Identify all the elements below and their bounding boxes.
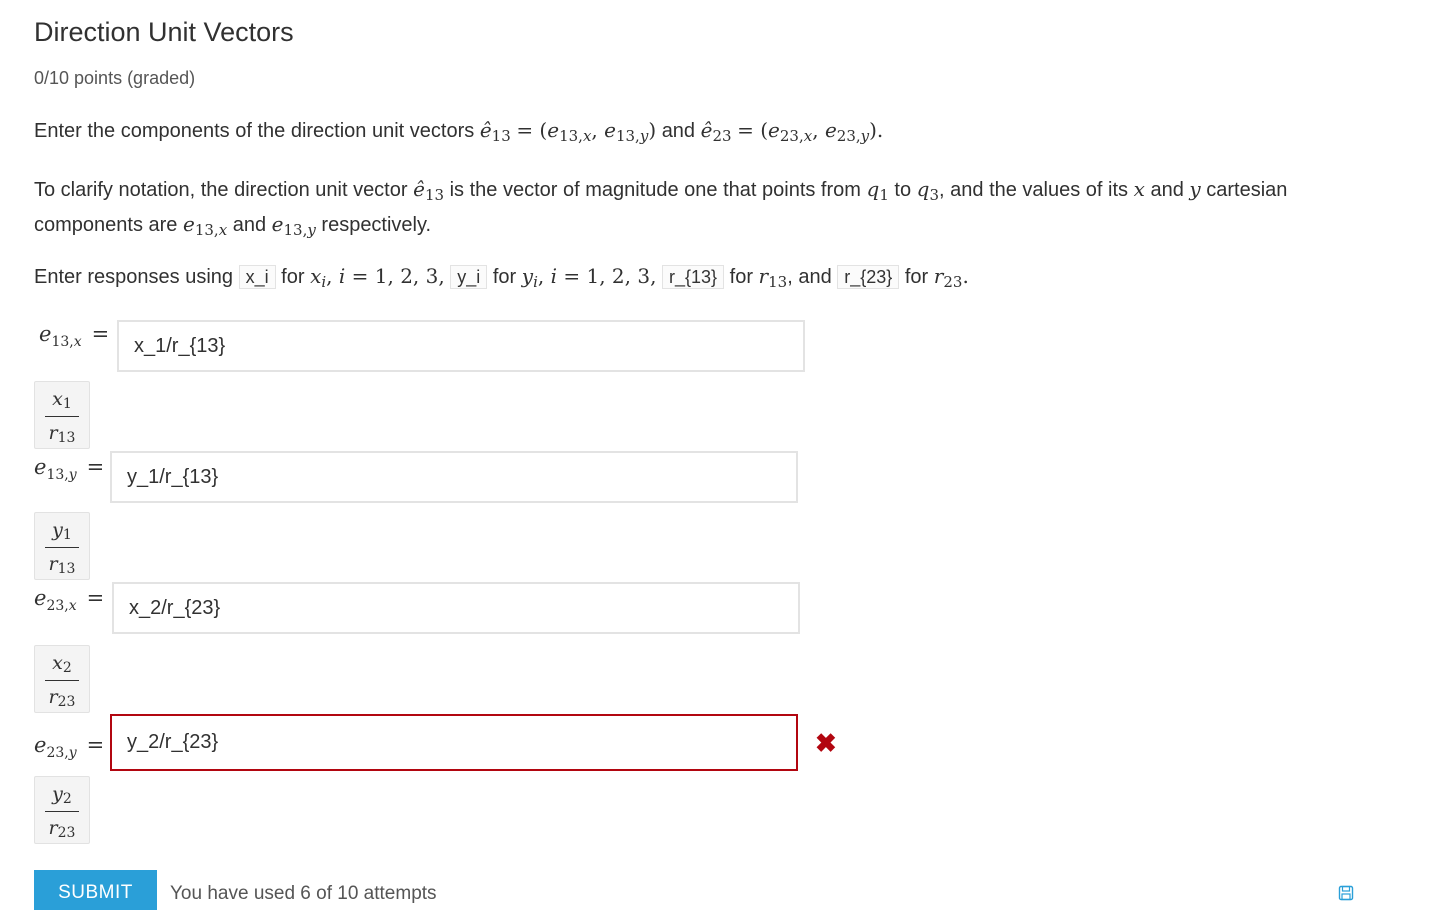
math-preview: $y_1$ $r_{13}$: [34, 512, 90, 580]
submit-button[interactable]: SUBMIT: [34, 870, 157, 910]
attempts-status: You have used 6 of 10 attempts: [170, 883, 437, 904]
label-e13y: $e_{13,y}$ =: [34, 455, 105, 483]
notation-paragraph: To clarify notation, the direction unit vector $ê_{13}$ is the vector of magnitude one that points from $q_1$ to $q_3$, and the values of its x and y cartesian components are $e_{13,x}$ and $e_{13,y}$ respectively.: [34, 177, 1288, 239]
save-icon[interactable]: [1338, 885, 1354, 901]
problem-title: Direction Unit Vectors: [34, 17, 294, 47]
answer-input-e13y[interactable]: y_1/r_{13}: [110, 451, 798, 503]
close-icon: ✖: [815, 728, 837, 758]
code-r-13: r_{13}: [662, 265, 724, 289]
label-e23y: $e_{23,y}$ =: [34, 733, 105, 761]
math-preview: $y_2$ $r_{23}$: [34, 776, 90, 844]
code-y-i: y_i: [450, 265, 487, 289]
answer-input-e13x[interactable]: x_1/r_{13}: [117, 320, 805, 372]
code-r-23: r_{23}: [837, 265, 899, 289]
code-x-i: x_i: [239, 265, 276, 289]
instructions-paragraph: Enter the components of the direction unit vectors $ê_{13} = (e_{13,x}$, $e_{13,y}$) and $ê_{23} = (e_{23,x}$, $e_{23,y}$).: [34, 118, 884, 145]
math-preview: $x_2$ $r_{23}$: [34, 645, 90, 713]
math-preview: $x_1$ $r_{13}$: [34, 381, 90, 449]
answer-input-e23x[interactable]: x_2/r_{23}: [112, 582, 800, 634]
response-format-paragraph: Enter responses using x_i for $x_i$, i = 1, 2, 3, y_i for $y_i$, i = 1, 2, 3, r_{13} for $r_{13}$, and r_{23} for $r_{23}$.: [34, 264, 969, 291]
points-status: 0/10 points (graded): [34, 68, 196, 88]
label-e23x: $e_{23,x}$ =: [34, 586, 105, 614]
answer-input-e23y[interactable]: y_2/r_{23}: [110, 714, 798, 771]
label-e13x: $e_{13,x}$ =: [39, 322, 110, 350]
